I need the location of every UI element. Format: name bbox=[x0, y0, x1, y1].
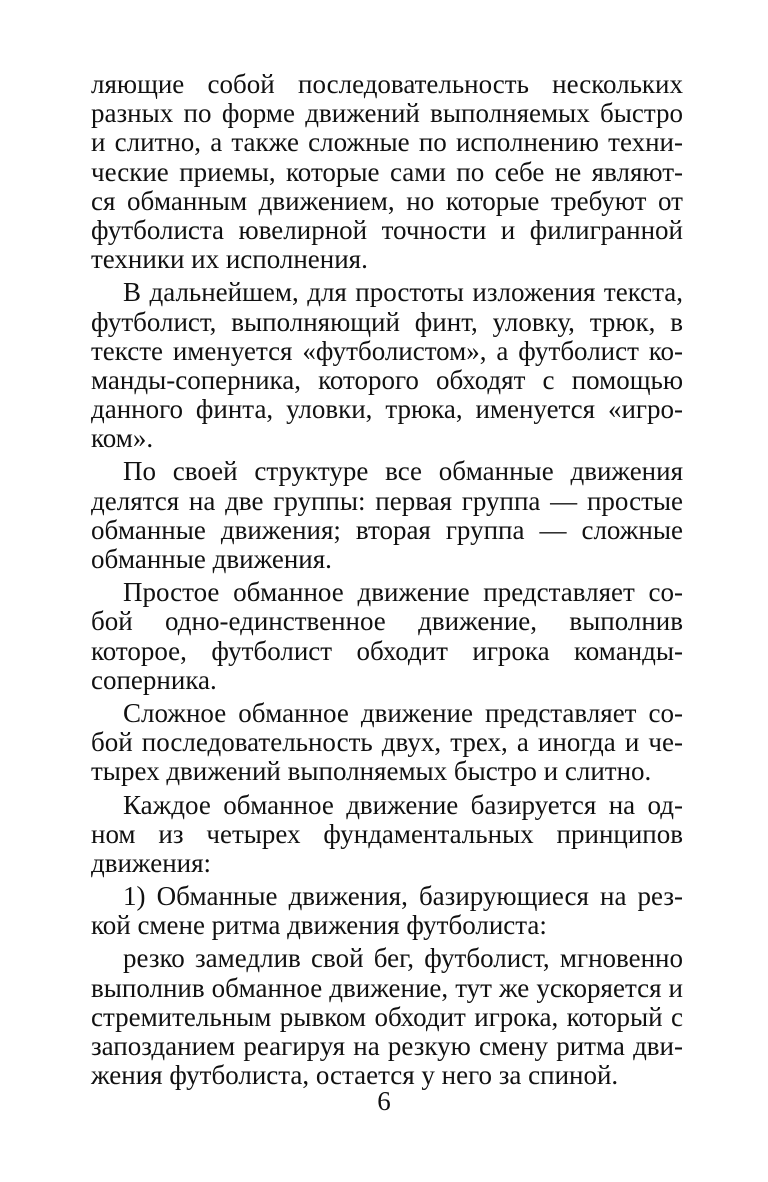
text-line: Простое обманное движение представляет со- bbox=[123, 578, 683, 608]
text-line: бой одно-единственное движение, выполнив bbox=[91, 607, 683, 637]
text-line: Каждое обманное движение базируется на од- bbox=[123, 790, 683, 820]
text-line: резко замедлив свой бег, футболист, мгновенно bbox=[123, 944, 683, 974]
text-line: ческие приемы, которые сами по себе не являют- bbox=[91, 157, 683, 187]
text-line: ном из четырех фундаментальных принципов bbox=[91, 819, 683, 849]
text-line: соперника. bbox=[91, 664, 217, 695]
paragraph bbox=[91, 944, 683, 1090]
text-line: стремительным рывком обходит игрока, который с bbox=[91, 1002, 683, 1032]
paragraph bbox=[91, 278, 683, 453]
text-line: кой смене ритма движения футболиста: bbox=[91, 910, 547, 941]
text-line: которое, футболист обходит игрока команды- bbox=[91, 636, 683, 666]
text-line: бой последовательность двух, трех, а иногда и че- bbox=[91, 728, 683, 758]
text-line: запозданием реагируя на резкую смену ритма дви- bbox=[91, 1032, 683, 1061]
page-body bbox=[91, 70, 683, 1090]
paragraph bbox=[91, 70, 683, 274]
text-line: разных по форме движений выполняемых быстро bbox=[91, 99, 683, 129]
text-line: Сложное обманное движение представляет со- bbox=[123, 698, 683, 728]
text-line: футболист, выполняющий финт, уловку, трюк, в bbox=[91, 307, 683, 337]
text-line: ся обманным движением, но которые требуют от bbox=[91, 186, 683, 216]
text-line: делятся на две группы: первая группа — простые bbox=[91, 486, 683, 516]
text-line: футболиста ювелирной точности и филигранной bbox=[91, 215, 683, 245]
text-line: манды-соперника, которого обходят с помощью bbox=[91, 365, 683, 395]
paragraph bbox=[91, 882, 683, 940]
text-line: обманные движения. bbox=[91, 544, 332, 574]
text-line: ляющие собой последовательность нескольких bbox=[91, 70, 683, 99]
text-line: По своей структуре все обманные движения bbox=[123, 457, 683, 487]
text-line: тексте именуется «футболистом», а футболист ко- bbox=[91, 336, 683, 366]
text-line: данного финта, уловки, трюка, именуется «игро- bbox=[91, 395, 683, 425]
text-line: жения футболиста, остается у него за спиной. bbox=[91, 1060, 619, 1091]
text-line: тырех движений выполняемых быстро и слитно. bbox=[91, 756, 652, 787]
text-line: выполнив обманное движение, тут же ускоряется и bbox=[91, 973, 683, 1003]
text-line: ком». bbox=[91, 423, 154, 454]
text-line: 1) Обманные движения, базирующиеся на рез- bbox=[123, 882, 683, 912]
paragraph bbox=[91, 791, 683, 879]
paragraph bbox=[91, 699, 683, 787]
paragraph bbox=[91, 578, 683, 695]
paragraph bbox=[91, 457, 683, 574]
text-line: и слитно, а также сложные по исполнению техни- bbox=[91, 128, 683, 158]
text-line: обманные движения; вторая группа — сложные bbox=[91, 515, 683, 545]
text-line: техники их исполнения. bbox=[91, 244, 368, 275]
text-line: В дальнейшем, для простоты изложения текста, bbox=[123, 278, 683, 308]
text-line: движения: bbox=[91, 847, 212, 878]
page-number: 6 bbox=[377, 1086, 391, 1116]
